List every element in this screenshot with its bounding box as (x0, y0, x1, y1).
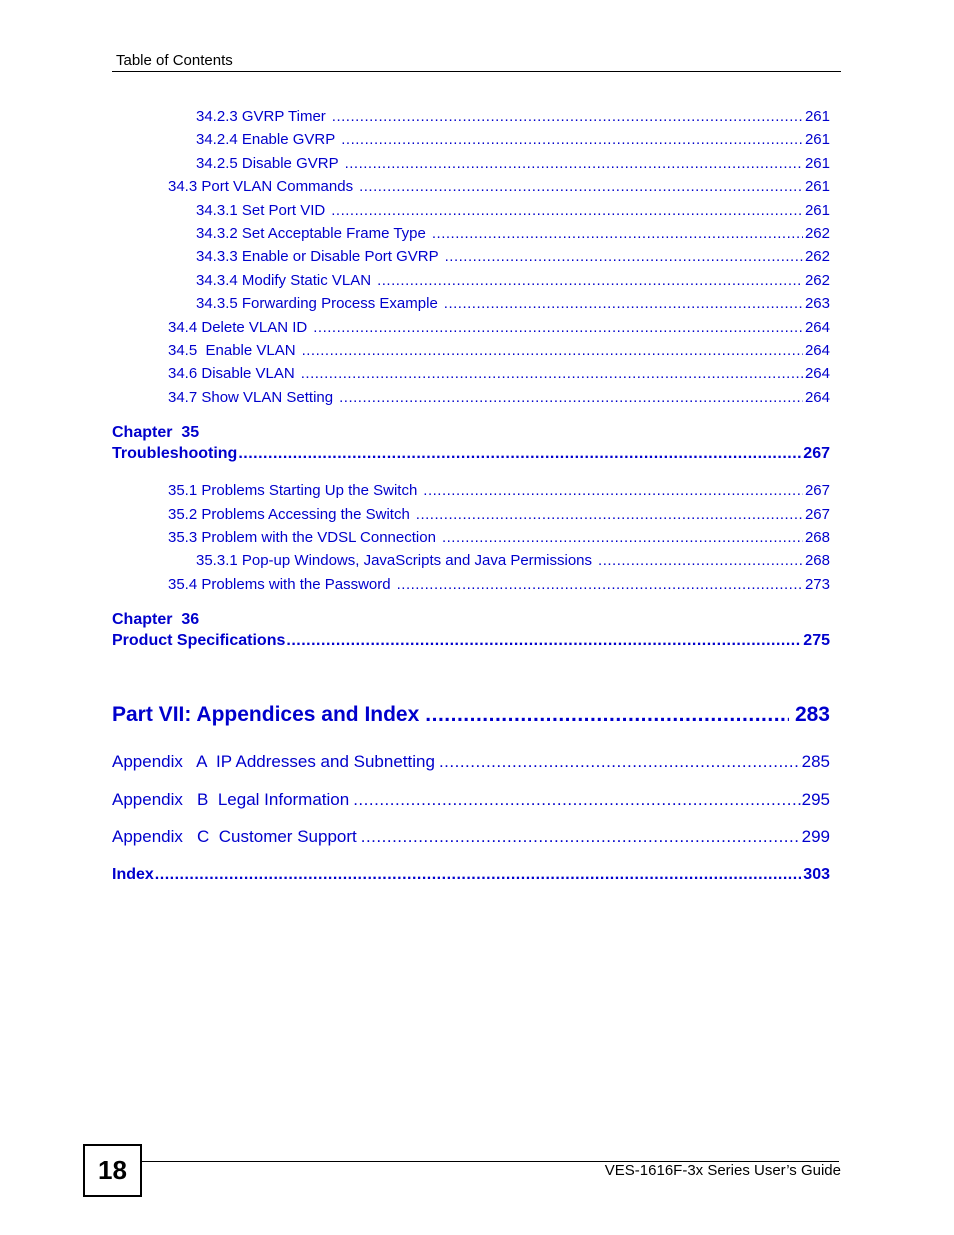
toc-entry-35-3-1[interactable] (196, 551, 830, 570)
toc-entry-label: 35.4 Problems with the Password (168, 576, 391, 593)
dot-leader (423, 481, 803, 500)
toc-entry-label: 34.5 Enable VLAN (168, 342, 296, 359)
dot-leader (238, 444, 801, 464)
toc-appendix-c[interactable] (112, 826, 830, 848)
toc-entry-label: 34.2.5 Disable GVRP (196, 155, 339, 172)
toc-entry-label: 35.2 Problems Accessing the Switch (168, 506, 410, 523)
dot-leader (286, 631, 801, 651)
toc-page-number: 264 (804, 365, 830, 382)
toc-entry-label: 35.1 Problems Starting Up the Switch (168, 482, 418, 499)
toc-entry-34-2-3[interactable] (196, 107, 830, 126)
toc-page-number: 275 (803, 632, 830, 649)
dot-leader (377, 271, 803, 290)
index-title: Index (112, 866, 154, 883)
toc-entry-34-7[interactable] (168, 388, 830, 407)
dot-leader (416, 505, 803, 524)
toc-page-number: 261 (804, 178, 830, 195)
toc-entry-35-2[interactable] (168, 505, 830, 524)
toc-entry-34-3-5[interactable] (196, 294, 830, 313)
toc-page-number: 283 (794, 703, 830, 726)
toc-entry-label: 34.3.5 Forwarding Process Example (196, 295, 438, 312)
toc-entry-label: 34.4 Delete VLAN ID (168, 319, 308, 336)
toc-entry-34-3-2[interactable] (196, 224, 830, 243)
chapter-35-number: Chapter 35 (112, 424, 200, 441)
toc-entry-34-2-4[interactable] (196, 130, 830, 149)
toc-chapter-35[interactable] (112, 444, 830, 464)
chapter-36-number: Chapter 36 (112, 611, 200, 628)
toc-entry-label: 34.6 Disable VLAN (168, 365, 295, 382)
page-number-box: 18 (83, 1144, 142, 1197)
toc-entry-34-3-4[interactable] (196, 271, 830, 290)
toc-page-number: 261 (804, 108, 830, 125)
toc-entry-34-5[interactable] (168, 341, 830, 360)
toc-page-number: 261 (804, 131, 830, 148)
appendix-title: Appendix C Customer Support (112, 827, 357, 846)
dot-leader (442, 528, 803, 547)
dot-leader (341, 130, 803, 149)
toc-page-number: 261 (804, 202, 830, 219)
dot-leader (313, 318, 803, 337)
appendix-title: Appendix B Legal Information (112, 790, 350, 809)
toc-page-number: 267 (804, 506, 830, 523)
toc-entry-label: 34.2.4 Enable GVRP (196, 131, 336, 148)
toc-page-number: 285 (801, 752, 830, 771)
part-title: Part VII: Appendices and Index (112, 703, 420, 726)
dot-leader (425, 702, 789, 728)
toc-entry-label: 34.3.3 Enable or Disable Port GVRP (196, 248, 439, 265)
toc-page-number: 267 (803, 445, 830, 462)
toc-entry-34-2-5[interactable] (196, 154, 830, 173)
toc-entry-34-4[interactable] (168, 318, 830, 337)
dot-leader (432, 224, 803, 243)
toc-page-number: 262 (804, 248, 830, 265)
toc-entry-label: 35.3.1 Pop-up Windows, JavaScripts and Java Permissions (196, 552, 593, 569)
toc-page-number: 264 (804, 319, 830, 336)
toc-page-number: 303 (803, 866, 830, 883)
toc-page-number: 273 (804, 576, 830, 593)
dot-leader (331, 201, 803, 220)
toc-page-number: 262 (804, 225, 830, 242)
toc-page-number: 295 (801, 790, 830, 809)
chapter-title: Troubleshooting (112, 445, 238, 462)
dot-leader (332, 107, 803, 126)
dot-leader (301, 364, 803, 383)
toc-entry-34-3-3[interactable] (196, 247, 830, 266)
chapter-title: Product Specifications (112, 632, 286, 649)
toc-appendix-a[interactable] (112, 751, 830, 773)
toc-page-number: 262 (804, 272, 830, 289)
toc-page-number: 268 (804, 552, 830, 569)
toc-page-number: 261 (804, 155, 830, 172)
toc-entry-label: 35.3 Problem with the VDSL Connection (168, 529, 436, 546)
toc-page-number: 263 (804, 295, 830, 312)
toc-entry-34-6[interactable] (168, 364, 830, 383)
toc-entry-35-3[interactable] (168, 528, 830, 547)
guide-title: VES-1616F-3x Series User’s Guide (604, 1162, 841, 1179)
toc-page-number: 268 (804, 529, 830, 546)
dot-leader (359, 177, 803, 196)
dot-leader (302, 341, 803, 360)
dot-leader (339, 388, 803, 407)
dot-leader (353, 789, 800, 811)
toc-page-number: 267 (804, 482, 830, 499)
toc-page-number: 299 (801, 827, 830, 846)
toc-entry-35-4[interactable] (168, 575, 830, 594)
running-header: Table of Contents (116, 52, 233, 69)
dot-leader (155, 865, 802, 885)
dot-leader (397, 575, 803, 594)
toc-entry-34-3[interactable] (168, 177, 830, 196)
dot-leader (345, 154, 803, 173)
toc-entry-label: 34.7 Show VLAN Setting (168, 389, 334, 406)
toc-index[interactable] (112, 865, 830, 885)
dot-leader (361, 826, 801, 848)
dot-leader (444, 294, 803, 313)
toc-part-7[interactable] (112, 702, 830, 728)
toc-entry-label: 34.3.4 Modify Static VLAN (196, 272, 372, 289)
toc-entry-34-3-1[interactable] (196, 201, 830, 220)
toc-entry-label: 34.3 Port VLAN Commands (168, 178, 354, 195)
header-rule (112, 71, 841, 72)
toc-entry-35-1[interactable] (168, 481, 830, 500)
toc-entry-label: 34.3.1 Set Port VID (196, 202, 326, 219)
dot-leader (598, 551, 803, 570)
toc-page-number: 264 (804, 342, 830, 359)
toc-entry-label: 34.2.3 GVRP Timer (196, 108, 326, 125)
dot-leader (445, 247, 803, 266)
toc-appendix-b[interactable] (112, 789, 830, 811)
toc-page-number: 264 (804, 389, 830, 406)
dot-leader (439, 751, 801, 773)
appendix-title: Appendix A IP Addresses and Subnetting (112, 752, 435, 771)
toc-entry-label: 34.3.2 Set Acceptable Frame Type (196, 225, 426, 242)
toc-chapter-36[interactable] (112, 631, 830, 651)
